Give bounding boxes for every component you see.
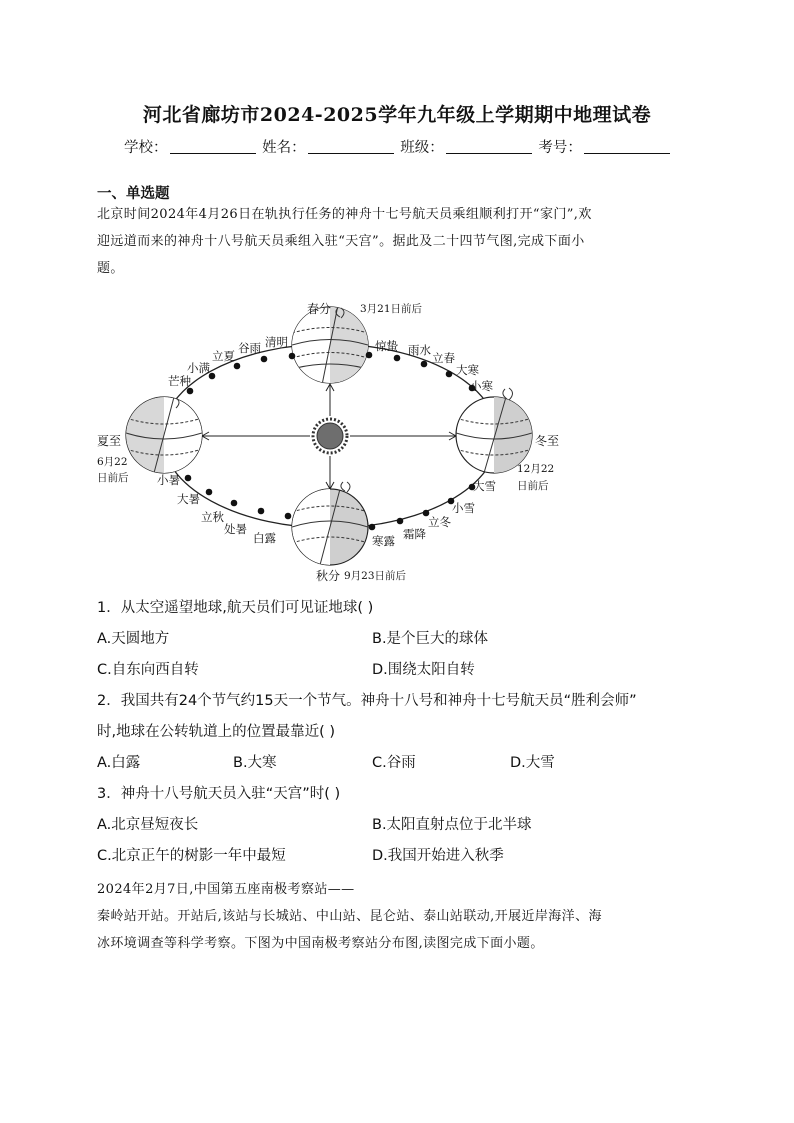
term-liqiu: 立秋 <box>201 510 224 524</box>
label-winter-date-1: 12月22 <box>517 463 555 475</box>
term-dashu: 大暑 <box>177 492 200 506</box>
q3-option-a[interactable]: A.北京昼短夜长 <box>97 817 199 833</box>
q1-option-d[interactable]: D.围绕太阳自转 <box>372 662 475 678</box>
section-title: 一、单选题 <box>97 186 170 202</box>
term-xiaoman: 小满 <box>187 361 210 375</box>
earth-autumn-equinox-icon <box>292 482 368 565</box>
label-winter-date-2: 日前后 <box>517 480 549 492</box>
passage-2-line-2: 秦岭站开站。开站后,该站与长城站、中山站、昆仑站、泰山站联动,开展近岸海洋、海 <box>97 909 602 924</box>
term-shuangjiang: 霜降 <box>403 527 426 541</box>
term-xiaoshu: 小暑 <box>157 473 180 487</box>
term-hanlu: 寒露 <box>372 534 395 548</box>
q1-option-c[interactable]: C.自东向西自转 <box>97 662 199 678</box>
label-summer-solstice: 夏至 <box>97 434 122 448</box>
q3-option-d[interactable]: D.我国开始进入秋季 <box>372 848 504 864</box>
term-dahan: 大寒 <box>456 363 479 377</box>
label-winter-solstice: 冬至 <box>535 434 560 448</box>
earth-summer-solstice-icon <box>126 397 202 473</box>
q1-option-a[interactable]: A.天圆地方 <box>97 631 170 647</box>
question-1-stem: 1．从太空遥望地球,航天员们可见证地球( ) <box>97 600 374 616</box>
passage-2-line-1: 2024年2月7日,中国第五座南极考察站—— <box>97 882 355 897</box>
term-qingming: 清明 <box>265 335 288 349</box>
term-jingzhe: 惊蛰 <box>375 339 398 353</box>
earth-spring-equinox-icon <box>292 305 368 385</box>
class-label: 班级： <box>400 140 444 156</box>
label-summer-date-2: 日前后 <box>97 472 129 484</box>
term-chushu: 处暑 <box>224 522 247 536</box>
q3-option-b[interactable]: B.太阳直射点位于北半球 <box>372 817 532 833</box>
id-label: 考号： <box>538 140 582 156</box>
question-3-stem: 3．神舟十八号航天员入驻“天宫”时( ) <box>97 786 341 802</box>
q2-option-d[interactable]: D.大雪 <box>510 755 555 771</box>
term-lichun: 立春 <box>432 351 455 365</box>
term-xiaoxue: 小雪 <box>452 501 475 515</box>
q2-option-a[interactable]: A.白露 <box>97 755 141 771</box>
passage-2 <box>97 876 697 957</box>
passage-1-line-1: 北京时间2024年4月26日在轨执行任务的神舟十七号航天员乘组顺利打开“家门”,欢 <box>97 207 592 222</box>
page-title: 河北省廊坊市2024-2025学年九年级上学期期中地理试卷 <box>142 104 652 126</box>
term-xiaohan: 小寒 <box>470 379 493 393</box>
term-bailu: 白露 <box>253 531 276 545</box>
term-lixia: 立夏 <box>212 349 235 363</box>
passage-2-line-3: 冰环境调查等科学考察。下图为中国南极考察站分布图,读图完成下面小题。 <box>97 936 544 951</box>
label-autumn-equinox: 秋分 <box>316 569 341 583</box>
sun-icon <box>313 419 347 453</box>
q3-option-c[interactable]: C.北京正午的树影一年中最短 <box>97 848 286 864</box>
label-spring-date: 3月21日前后 <box>360 303 423 315</box>
term-lidong: 立冬 <box>428 515 451 529</box>
label-spring-equinox: 春分 <box>307 302 332 316</box>
q2-option-b[interactable]: B.大寒 <box>233 755 277 771</box>
term-yushui: 雨水 <box>408 343 431 357</box>
passage-1-line-3: 题。 <box>97 261 124 276</box>
q2-option-c[interactable]: C.谷雨 <box>372 755 416 771</box>
question-2-stem-line-1: 2．我国共有24个节气约15天一个节气。神舟十八号和神舟十七号航天员“胜利会师” <box>97 693 637 709</box>
school-label: 学校： <box>124 140 168 156</box>
term-daxue: 大雪 <box>473 479 496 493</box>
name-label: 姓名： <box>262 140 306 156</box>
term-mangzhong: 芒种 <box>168 374 191 388</box>
question-2-stem-line-2: 时,地球在公转轨道上的位置最靠近( ) <box>97 724 336 740</box>
q1-option-b[interactable]: B.是个巨大的球体 <box>372 631 489 647</box>
earth-winter-solstice-icon <box>456 388 534 473</box>
term-guyu: 谷雨 <box>238 341 261 355</box>
passage-1-line-2: 迎远道而来的神舟十八号航天员乘组入驻“天宫”。据此及二十四节气图,完成下面小 <box>97 234 585 249</box>
label-summer-date-1: 6月22 <box>97 456 128 468</box>
label-autumn-date: 9月23日前后 <box>344 570 407 582</box>
